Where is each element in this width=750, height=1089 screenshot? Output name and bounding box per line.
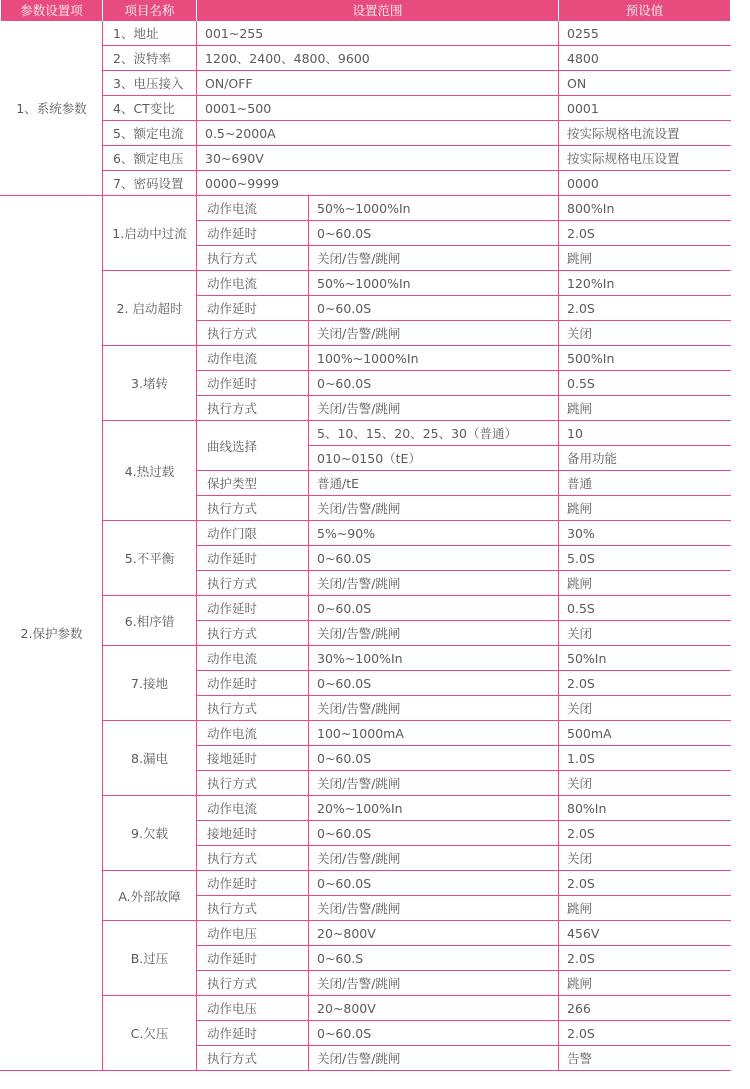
setting-range: 关闭/告警/跳闸	[309, 621, 559, 646]
sub-param-name: 动作延时	[197, 596, 309, 621]
system-params-label: 1、系统参数	[1, 21, 103, 196]
setting-range: 20~800V	[309, 921, 559, 946]
preset-value: 按实际规格电压设置	[559, 146, 731, 171]
preset-value: 关闭	[559, 771, 731, 796]
setting-range: 普通/tE	[309, 471, 559, 496]
preset-value: 5.0S	[559, 546, 731, 571]
sub-param-name: 动作门限	[197, 521, 309, 546]
setting-range: 010~0150（tE）	[309, 446, 559, 471]
protection-item-name: 6.相序错	[103, 596, 197, 646]
sub-param-name: 执行方式	[197, 971, 309, 996]
preset-value: 500%In	[559, 346, 731, 371]
preset-value: 2.0S	[559, 871, 731, 896]
preset-value: 按实际规格电流设置	[559, 121, 731, 146]
preset-value: 2.0S	[559, 296, 731, 321]
sub-param-name: 执行方式	[197, 896, 309, 921]
header-setting-range: 设置范围	[197, 0, 559, 21]
sub-param-name: 动作延时	[197, 671, 309, 696]
sub-param-name: 动作电流	[197, 346, 309, 371]
sub-param-name: 保护类型	[197, 471, 309, 496]
sub-param-name: 动作延时	[197, 221, 309, 246]
setting-range: 关闭/告警/跳闸	[309, 846, 559, 871]
sub-param-name: 动作延时	[197, 296, 309, 321]
preset-value: 0001	[559, 96, 731, 121]
setting-range: 0000~9999	[197, 171, 559, 196]
item-name: 4、CT变比	[103, 96, 197, 121]
preset-value: 跳闸	[559, 496, 731, 521]
protection-item-name: 5.不平衡	[103, 521, 197, 596]
protection-item-name: 4.热过载	[103, 421, 197, 521]
setting-range: 0~60.0S	[309, 296, 559, 321]
sub-param-name: 执行方式	[197, 396, 309, 421]
preset-value: 50%In	[559, 646, 731, 671]
setting-range: 关闭/告警/跳闸	[309, 896, 559, 921]
setting-range: 20~800V	[309, 996, 559, 1021]
table-row	[1, 196, 731, 221]
preset-value: 0.5S	[559, 596, 731, 621]
item-name: 7、密码设置	[103, 171, 197, 196]
setting-range: 0~60.0S	[309, 871, 559, 896]
setting-range: ON/OFF	[197, 71, 559, 96]
protection-item-name: A.外部故障	[103, 871, 197, 921]
item-name: 5、额定电流	[103, 121, 197, 146]
sub-param-name: 动作电压	[197, 996, 309, 1021]
protection-item-name: 1.启动中过流	[103, 196, 197, 271]
sub-param-name: 接地延时	[197, 821, 309, 846]
setting-range: 100~1000mA	[309, 721, 559, 746]
preset-value: 跳闸	[559, 571, 731, 596]
table-row	[1, 721, 731, 746]
sub-param-name: 曲线选择	[197, 421, 309, 471]
setting-range: 0~60.0S	[309, 671, 559, 696]
protection-item-name: 8.漏电	[103, 721, 197, 796]
sub-param-name: 动作延时	[197, 871, 309, 896]
preset-value: 2.0S	[559, 946, 731, 971]
preset-value: 普通	[559, 471, 731, 496]
protection-item-name: C.欠压	[103, 996, 197, 1071]
table-row	[1, 921, 731, 946]
sub-param-name: 动作电压	[197, 921, 309, 946]
header-setting-item: 参数设置项	[1, 0, 103, 21]
sub-param-name: 动作电流	[197, 721, 309, 746]
preset-value: 500mA	[559, 721, 731, 746]
table-row	[1, 171, 731, 196]
table-row	[1, 271, 731, 296]
setting-range: 0~60.0S	[309, 371, 559, 396]
sub-param-name: 执行方式	[197, 696, 309, 721]
table-row	[1, 421, 731, 446]
header-preset-value: 预设值	[559, 0, 731, 21]
setting-range: 0~60.0S	[309, 596, 559, 621]
preset-value: 0255	[559, 21, 731, 46]
preset-value: 0.5S	[559, 371, 731, 396]
setting-range: 0~60.0S	[309, 221, 559, 246]
setting-range: 20%~100%In	[309, 796, 559, 821]
setting-range: 50%~1000%In	[309, 271, 559, 296]
sub-param-name: 接地延时	[197, 746, 309, 771]
preset-value: 1.0S	[559, 746, 731, 771]
setting-range: 0~60.S	[309, 946, 559, 971]
sub-param-name: 动作延时	[197, 1021, 309, 1046]
sub-param-name: 执行方式	[197, 846, 309, 871]
table-row	[1, 646, 731, 671]
preset-value: 关闭	[559, 846, 731, 871]
setting-range: 关闭/告警/跳闸	[309, 971, 559, 996]
protection-item-name: 2. 启动超时	[103, 271, 197, 346]
preset-value: 关闭	[559, 321, 731, 346]
table-row	[1, 596, 731, 621]
preset-value: 80%In	[559, 796, 731, 821]
preset-value: 跳闸	[559, 896, 731, 921]
table-row	[1, 871, 731, 896]
setting-range: 关闭/告警/跳闸	[309, 246, 559, 271]
preset-value: 备用功能	[559, 446, 731, 471]
sub-param-name: 动作延时	[197, 946, 309, 971]
preset-value: ON	[559, 71, 731, 96]
table-row	[1, 146, 731, 171]
header-item-name: 项目名称	[103, 0, 197, 21]
preset-value: 120%In	[559, 271, 731, 296]
sub-param-name: 动作电流	[197, 271, 309, 296]
item-name: 1、地址	[103, 21, 197, 46]
sub-param-name: 执行方式	[197, 1046, 309, 1071]
sub-param-name: 执行方式	[197, 321, 309, 346]
table-row	[1, 996, 731, 1021]
preset-value: 跳闸	[559, 396, 731, 421]
table-row	[1, 796, 731, 821]
sub-param-name: 动作电流	[197, 796, 309, 821]
setting-range: 50%~1000%In	[309, 196, 559, 221]
setting-range: 0~60.0S	[309, 546, 559, 571]
table-row	[1, 96, 731, 121]
table-row	[1, 71, 731, 96]
preset-value: 2.0S	[559, 221, 731, 246]
preset-value: 0000	[559, 171, 731, 196]
item-name: 6、额定电压	[103, 146, 197, 171]
preset-value: 266	[559, 996, 731, 1021]
setting-range: 30%~100%In	[309, 646, 559, 671]
preset-value: 关闭	[559, 621, 731, 646]
sub-param-name: 执行方式	[197, 621, 309, 646]
table-row	[1, 521, 731, 546]
setting-range: 0~60.0S	[309, 821, 559, 846]
setting-range: 001~255	[197, 21, 559, 46]
setting-range: 关闭/告警/跳闸	[309, 496, 559, 521]
table-header-row	[1, 0, 731, 21]
protection-params-label: 2.保护参数	[1, 196, 103, 1071]
protection-item-name: 7.接地	[103, 646, 197, 721]
setting-range: 5%~90%	[309, 521, 559, 546]
preset-value: 跳闸	[559, 246, 731, 271]
setting-range: 关闭/告警/跳闸	[309, 771, 559, 796]
setting-range: 0001~500	[197, 96, 559, 121]
table-row	[1, 121, 731, 146]
preset-value: 2.0S	[559, 671, 731, 696]
setting-range: 关闭/告警/跳闸	[309, 571, 559, 596]
preset-value: 4800	[559, 46, 731, 71]
preset-value: 30%	[559, 521, 731, 546]
preset-value: 2.0S	[559, 821, 731, 846]
preset-value: 告警	[559, 1046, 731, 1071]
sub-param-name: 执行方式	[197, 571, 309, 596]
protection-item-name: 3.堵转	[103, 346, 197, 421]
protection-item-name: 9.欠载	[103, 796, 197, 871]
setting-range: 关闭/告警/跳闸	[309, 1046, 559, 1071]
sub-param-name: 执行方式	[197, 771, 309, 796]
sub-param-name: 动作延时	[197, 546, 309, 571]
sub-param-name: 动作延时	[197, 371, 309, 396]
setting-range: 关闭/告警/跳闸	[309, 696, 559, 721]
table-row	[1, 46, 731, 71]
preset-value: 10	[559, 421, 731, 446]
sub-param-name: 动作电流	[197, 646, 309, 671]
table-row	[1, 346, 731, 371]
setting-range: 关闭/告警/跳闸	[309, 321, 559, 346]
setting-range: 0~60.0S	[309, 746, 559, 771]
setting-range: 100%~1000%In	[309, 346, 559, 371]
preset-value: 关闭	[559, 696, 731, 721]
protection-item-name: B.过压	[103, 921, 197, 996]
setting-range: 30~690V	[197, 146, 559, 171]
preset-value: 2.0S	[559, 1021, 731, 1046]
preset-value: 跳闸	[559, 971, 731, 996]
sub-param-name: 执行方式	[197, 246, 309, 271]
preset-value: 800%In	[559, 196, 731, 221]
sub-param-name: 动作电流	[197, 196, 309, 221]
setting-range: 1200、2400、4800、9600	[197, 46, 559, 71]
setting-range: 5、10、15、20、25、30（普通）	[309, 421, 559, 446]
table-row	[1, 21, 731, 46]
preset-value: 456V	[559, 921, 731, 946]
setting-range: 0~60.0S	[309, 1021, 559, 1046]
setting-range: 0.5~2000A	[197, 121, 559, 146]
sub-param-name: 执行方式	[197, 496, 309, 521]
item-name: 2、波特率	[103, 46, 197, 71]
item-name: 3、电压接入	[103, 71, 197, 96]
setting-range: 关闭/告警/跳闸	[309, 396, 559, 421]
